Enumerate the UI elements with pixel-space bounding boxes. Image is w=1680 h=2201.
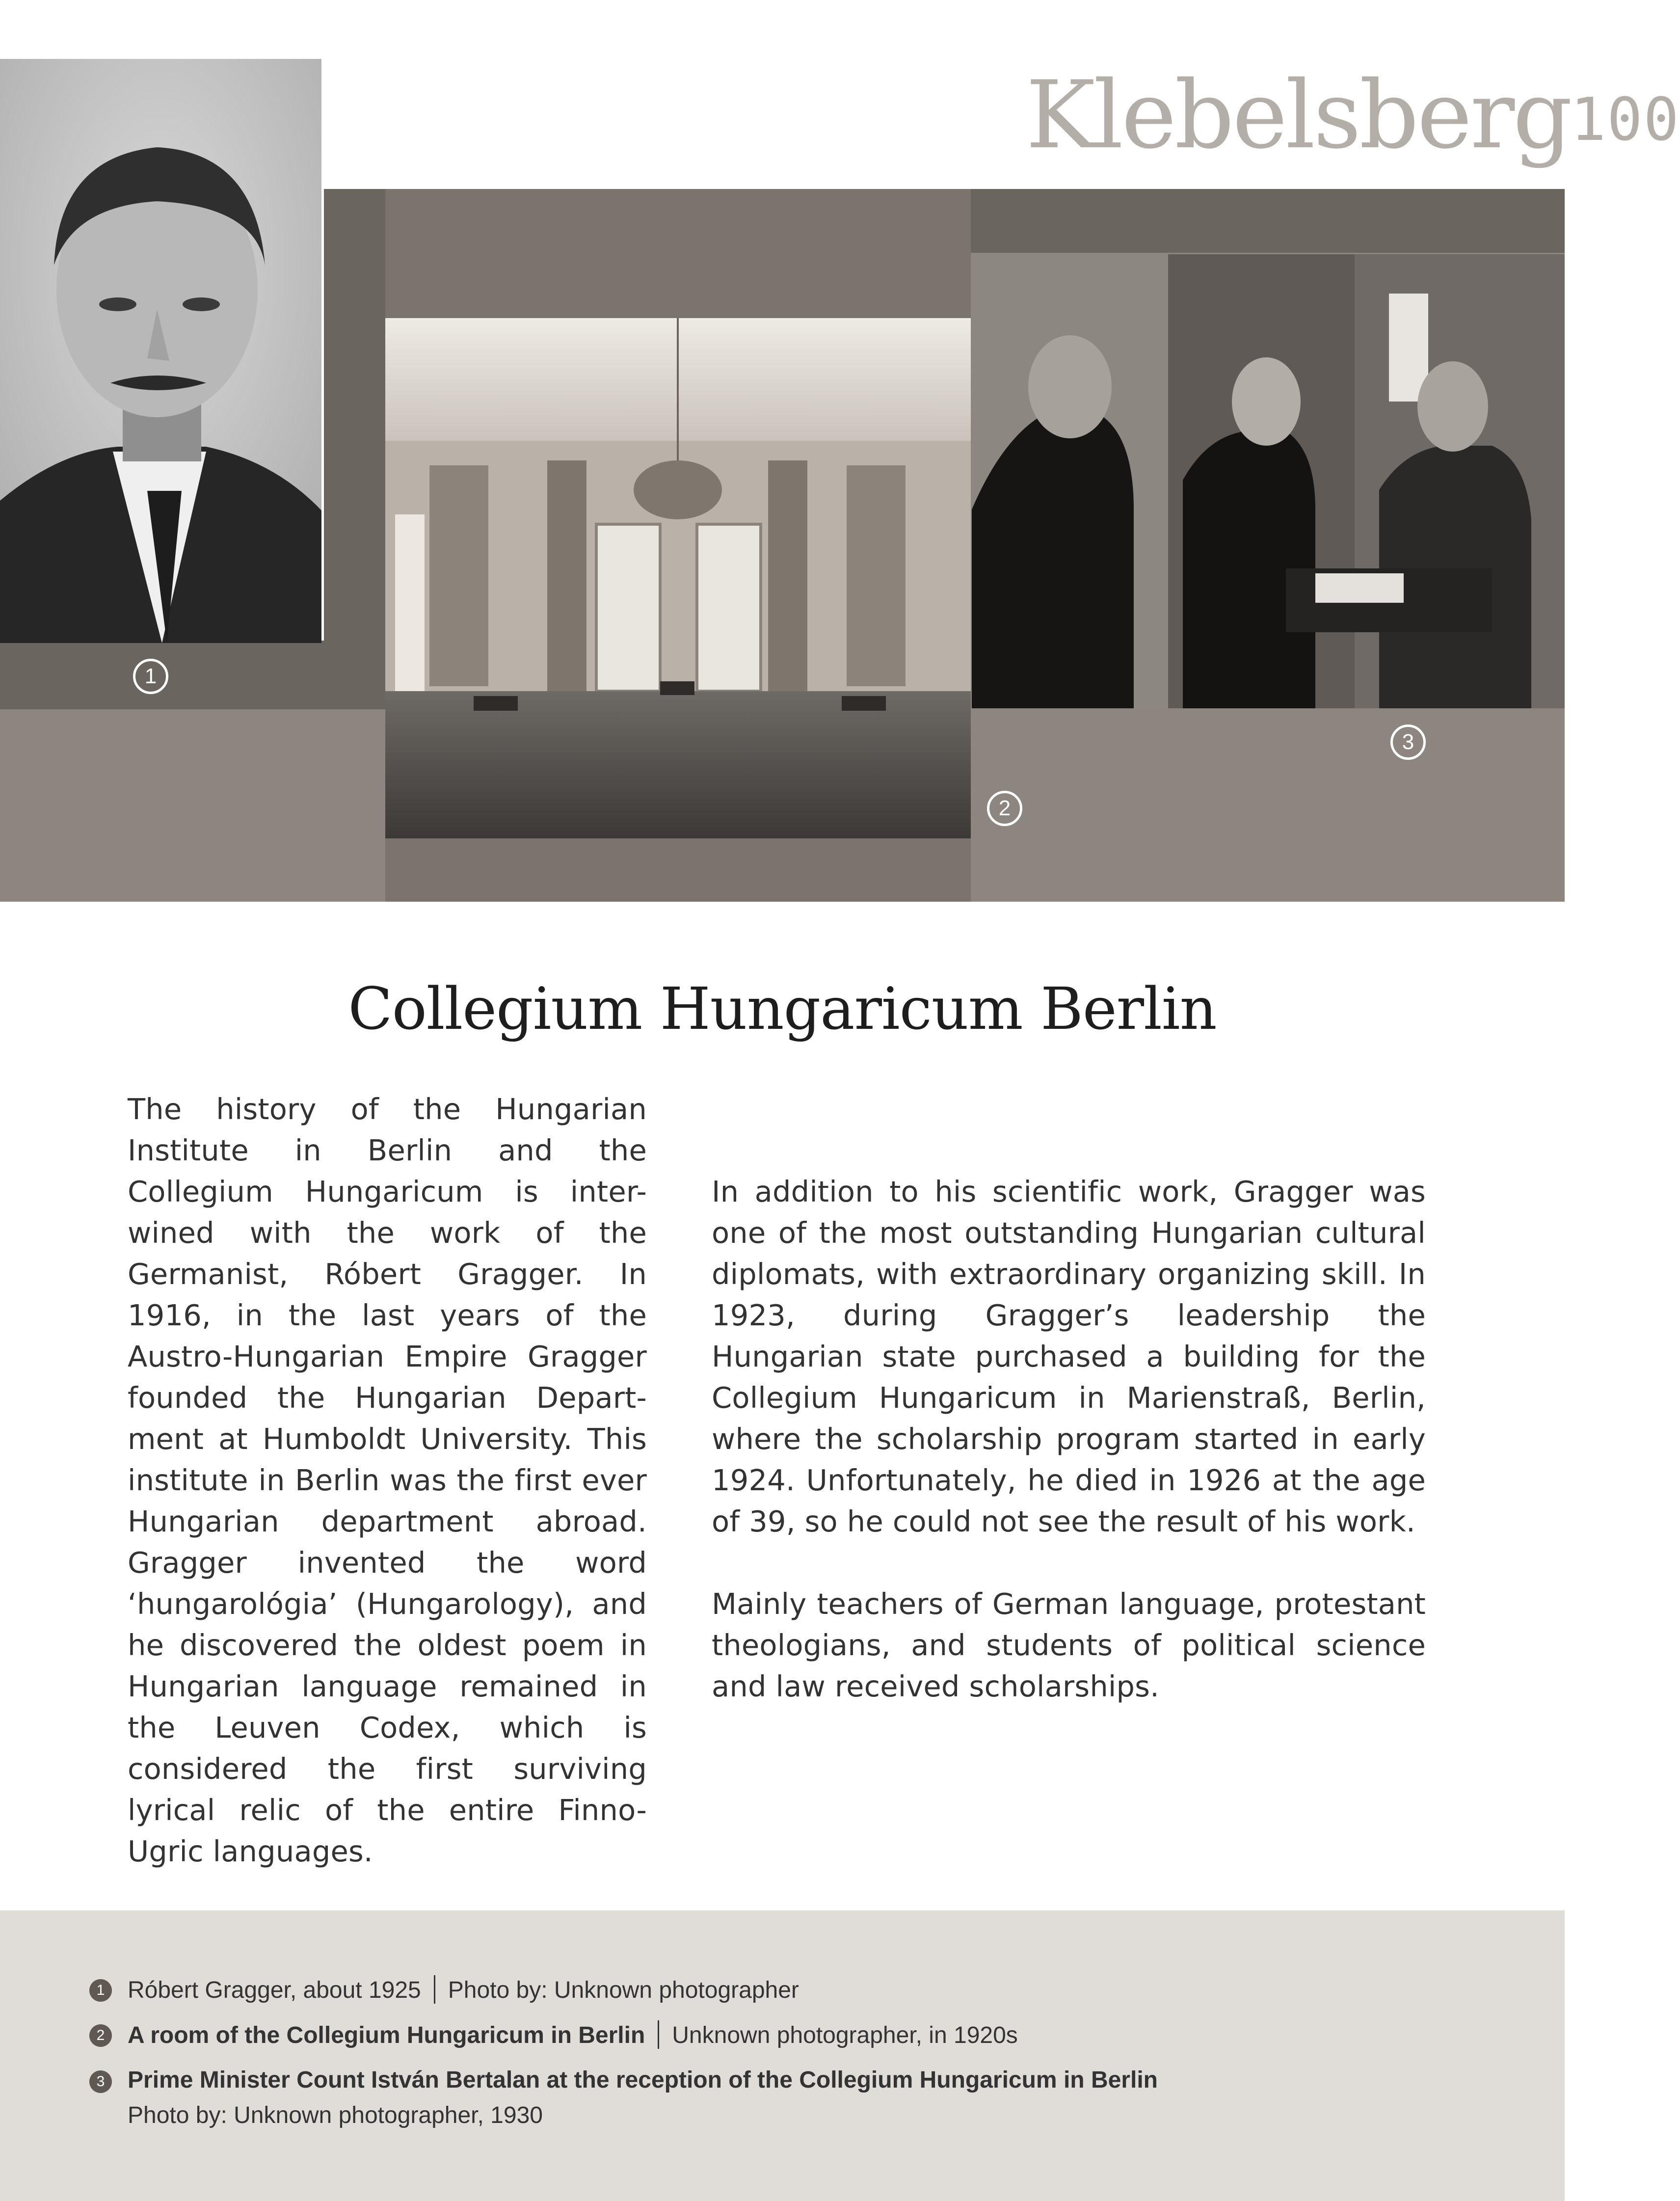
caption-3-title: Prime Minister Count István Bertalan at the reception of the Collegium Hungaricum in Berlin — [128, 2067, 1158, 2093]
caption-1-title: Róbert Gragger, about 1925 — [128, 1977, 421, 2003]
logo-text: Klebelsberg — [1026, 61, 1571, 169]
caption-2 — [128, 2020, 1018, 2049]
body-left-column: The history of the Hungarian Institute in Berlin and the Collegium Hungaricum is inter-wined with the work of the Germanist, Róbert Gragger. In 1916, in the last years of the Austro-Hungarian Empire Gragger founded the Hungarian Depart-ment at Humboldt University. This institute in Berlin was the first ever Hungarian department abroad. Gragger invented the word ‘hungarológia’ (Hungarology), and he discovered the oldest poem in Hungarian language remained in the Leuven Codex, which is considered the first surviving lyrical relic of the entire Finno-Ugric languages. — [128, 1092, 647, 1868]
caption-1 — [128, 1975, 799, 2004]
caption-2-number: 2 — [89, 2024, 112, 2047]
gallery-band-left — [0, 709, 385, 902]
body-right-paragraph-1: In addition to his scientific work, Gragger was one of the most outstanding Hungarian cultural diplomats, with extraordinary organizing skill. In 1923, during Gragger’s leadership the Hungarian state purchased a building for the Collegium Hungaricum in Marienstraß, Berlin, where the scholarship program started in early 1924. Unfortunately, he died in 1926 at the age of 39, so he could not see the result of his work. — [712, 1175, 1426, 1538]
room-interior-photo — [385, 318, 971, 838]
photo-marker-1: 1 — [133, 659, 168, 694]
body-right-column — [712, 1171, 1426, 1748]
caption-2-credit: Unknown photographer, in 1920s — [672, 2022, 1018, 2048]
photo-marker-3: 3 — [1390, 725, 1426, 760]
body-right-paragraph-2: Mainly teachers of German language, protestant theologians, and students of political science and law received scholarships. — [712, 1587, 1426, 1703]
klebelsberg-logo — [1026, 44, 1680, 187]
gallery-band-gap — [324, 189, 385, 709]
caption-separator — [658, 2020, 659, 2049]
photo-marker-2: 2 — [987, 791, 1022, 826]
logo-number: 100 — [1571, 86, 1680, 154]
page-title: Collegium Hungaricum Berlin — [348, 975, 1217, 1043]
caption-1-number: 1 — [89, 1979, 112, 2002]
gallery-band-right-top — [971, 189, 1565, 253]
portrait-photo — [0, 59, 321, 643]
captions-footer — [0, 1910, 1565, 2201]
caption-2-title: A room of the Collegium Hungaricum in Berlin — [128, 2022, 645, 2048]
caption-3-number: 3 — [89, 2070, 112, 2093]
caption-separator — [434, 1975, 435, 2004]
caption-1-credit: Photo by: Unknown photographer — [448, 1977, 799, 2003]
reception-photo — [972, 254, 1565, 708]
caption-3-credit: Photo by: Unknown photographer, 1930 — [128, 2102, 543, 2128]
